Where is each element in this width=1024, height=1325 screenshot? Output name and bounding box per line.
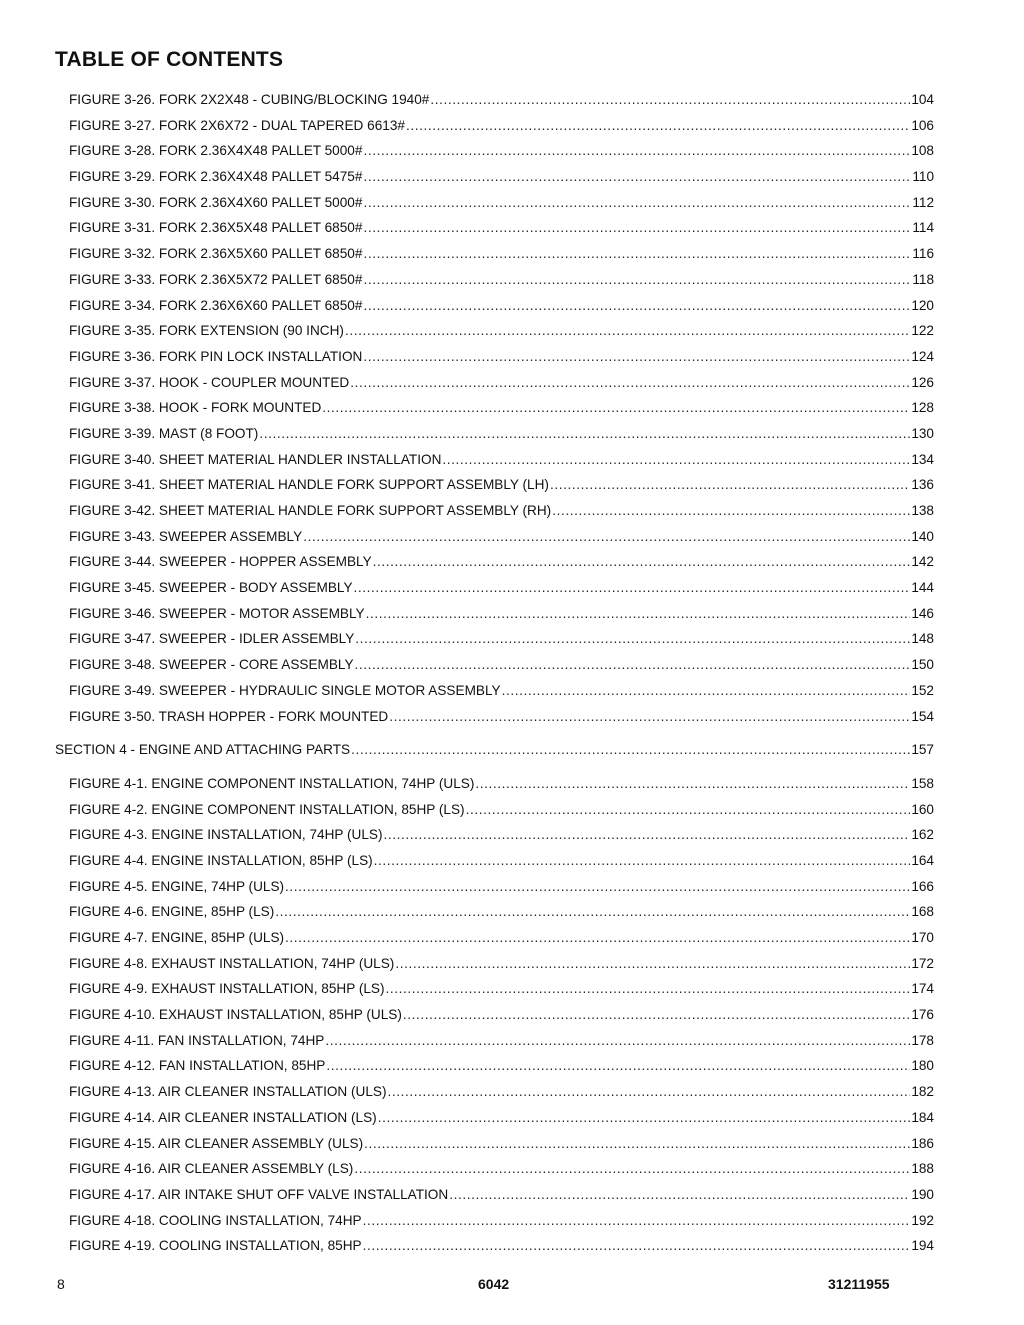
toc-figure-entry[interactable]	[0, 925, 934, 951]
toc-figure-entry[interactable]	[0, 215, 934, 241]
toc-entry-label: FIGURE 3-27. FORK 2X6X72 - DUAL TAPERED 6613#	[69, 117, 405, 133]
toc-figure-entry[interactable]	[0, 113, 934, 139]
dot-leader	[285, 925, 910, 951]
dot-leader	[384, 822, 911, 848]
dot-leader	[275, 899, 910, 925]
dot-leader	[550, 472, 910, 498]
dot-leader	[363, 1233, 911, 1259]
toc-entry-label: FIGURE 4-3. ENGINE INSTALLATION, 74HP (ULS)	[69, 827, 383, 843]
toc-figure-entry[interactable]	[0, 1208, 934, 1234]
dot-leader	[373, 549, 911, 575]
toc-entry-label: FIGURE 4-18. COOLING INSTALLATION, 74HP	[69, 1212, 362, 1228]
dot-leader	[378, 1105, 911, 1131]
toc-entry-page-number: 186	[911, 1135, 934, 1151]
dot-leader	[389, 704, 910, 730]
toc-entry-page-number: 184	[911, 1109, 934, 1125]
toc-entry-page-number: 160	[911, 801, 934, 817]
toc-entry-page-number: 136	[911, 477, 934, 493]
toc-entry-page-number: 110	[912, 169, 934, 185]
dot-leader	[502, 678, 911, 704]
toc-entry-label: FIGURE 3-43. SWEEPER ASSEMBLY	[69, 528, 303, 544]
dot-leader	[430, 87, 910, 113]
toc-entry-label: FIGURE 4-15. AIR CLEANER ASSEMBLY (ULS)	[69, 1135, 364, 1151]
dot-leader	[354, 575, 911, 601]
toc-entry-label: FIGURE 4-7. ENGINE, 85HP (ULS)	[69, 930, 285, 945]
toc-entry-label: FIGURE 3-49. SWEEPER - HYDRAULIC SINGLE MOTOR ASSEMBLY	[69, 682, 501, 698]
toc-entry-page-number: 158	[911, 775, 934, 791]
toc-entry-label: FIGURE 3-40. SHEET MATERIAL HANDLER INSTALLATION	[69, 451, 442, 467]
toc-figure-entry[interactable]	[0, 874, 934, 900]
dot-leader	[363, 241, 911, 267]
toc-entry-label: FIGURE 3-33. FORK 2.36X5X72 PALLET 6850#	[69, 271, 363, 287]
toc-entry-page-number: 174	[911, 981, 934, 997]
toc-entry-label: FIGURE 4-1. ENGINE COMPONENT INSTALLATION, 74HP (ULS)	[69, 775, 475, 791]
toc-entry-label: FIGURE 4-5. ENGINE, 74HP (ULS)	[69, 878, 285, 894]
dot-leader	[363, 344, 910, 370]
toc-entry-page-number: 162	[911, 827, 934, 843]
toc-figure-entry[interactable]	[0, 1053, 934, 1079]
toc-entry-page-number: 192	[911, 1212, 934, 1228]
dot-leader	[363, 215, 911, 241]
toc-figure-entry[interactable]	[0, 575, 934, 601]
toc-figure-entry[interactable]	[0, 164, 934, 190]
toc-entry-label: FIGURE 4-17. AIR INTAKE SHUT OFF VALVE INSTALLATION	[69, 1186, 449, 1202]
toc-entry-page-number: 116	[912, 246, 934, 262]
toc-entry-page-number: 142	[911, 554, 934, 570]
toc-entry-label: FIGURE 4-19. COOLING INSTALLATION, 85HP	[69, 1238, 362, 1254]
toc-section-entry[interactable]	[0, 737, 934, 763]
toc-entry-label: FIGURE 4-13. AIR CLEANER INSTALLATION (ULS)	[69, 1084, 387, 1100]
toc-entry-page-number: 126	[911, 374, 934, 390]
toc-entry-label: FIGURE 4-11. FAN INSTALLATION, 74HP	[69, 1032, 325, 1048]
toc-entry-label: FIGURE 4-16. AIR CLEANER ASSEMBLY (LS)	[69, 1161, 354, 1177]
dot-leader	[345, 318, 910, 344]
dot-leader	[363, 190, 911, 216]
footer-page-number: 8	[57, 1276, 65, 1292]
toc-entry-page-number: 124	[911, 348, 934, 364]
dot-leader	[350, 370, 910, 396]
page-footer	[0, 1276, 1024, 1298]
dot-leader	[466, 797, 911, 823]
dot-leader	[326, 1053, 910, 1079]
toc-entry-label: FIGURE 4-4. ENGINE INSTALLATION, 85HP (LS)	[69, 852, 373, 868]
toc-entry-page-number: 140	[911, 528, 934, 544]
dot-leader	[406, 113, 910, 139]
toc-entry-label: FIGURE 3-38. HOOK - FORK MOUNTED	[69, 400, 322, 416]
dot-leader	[285, 874, 910, 900]
toc-entry-label: SECTION 4 - ENGINE AND ATTACHING PARTS	[55, 742, 351, 758]
toc-figure-entry[interactable]	[0, 1079, 934, 1105]
toc-entry-label: FIGURE 4-8. EXHAUST INSTALLATION, 74HP (ULS)	[69, 955, 395, 971]
toc-entry-page-number: 190	[911, 1186, 934, 1202]
toc-entry-page-number: 120	[911, 297, 934, 313]
dot-leader	[475, 771, 910, 797]
toc-figure-entry[interactable]	[0, 138, 934, 164]
toc-figure-entry[interactable]	[0, 1105, 934, 1131]
toc-entry-page-number: 108	[911, 143, 934, 159]
toc-entry-label: FIGURE 4-14. AIR CLEANER INSTALLATION (LS)	[69, 1109, 377, 1125]
dot-leader	[259, 421, 910, 447]
toc-entry-page-number: 134	[911, 451, 934, 467]
toc-entry-label: FIGURE 3-41. SHEET MATERIAL HANDLE FORK SUPPORT ASSEMBLY (LH)	[69, 477, 549, 493]
toc-figure-entry[interactable]	[0, 899, 934, 925]
footer-model-number: 6042	[478, 1276, 510, 1292]
dot-leader	[322, 395, 910, 421]
dot-leader	[355, 652, 911, 678]
toc-entry-label: FIGURE 3-47. SWEEPER - IDLER ASSEMBLY	[69, 631, 355, 647]
dot-leader	[354, 1156, 910, 1182]
toc-entry-page-number: 118	[912, 271, 934, 287]
toc-figure-entry[interactable]	[0, 1002, 934, 1028]
dot-leader	[386, 976, 911, 1002]
dot-leader	[363, 164, 911, 190]
toc-figure-entry[interactable]	[0, 1233, 934, 1259]
toc-figure-entry[interactable]	[0, 797, 934, 823]
toc-figure-entry[interactable]	[0, 678, 934, 704]
toc-figure-entry[interactable]	[0, 626, 934, 652]
toc-entry-label: FIGURE 3-31. FORK 2.36X5X48 PALLET 6850#	[69, 220, 363, 236]
toc-figure-entry[interactable]	[0, 293, 934, 319]
toc-figure-entry[interactable]	[0, 1131, 934, 1157]
toc-entry-page-number: 152	[911, 682, 934, 698]
footer-document-number: 31211955	[828, 1276, 890, 1292]
toc-entry-page-number: 104	[911, 92, 934, 107]
dot-leader	[325, 1028, 910, 1054]
toc-figure-entry[interactable]	[0, 421, 934, 447]
toc-figure-entry[interactable]	[0, 549, 934, 575]
dot-leader	[388, 1079, 911, 1105]
toc-entry-page-number: 148	[911, 631, 934, 647]
toc-entry-label: FIGURE 3-36. FORK PIN LOCK INSTALLATION	[69, 348, 363, 364]
toc-entry-label: FIGURE 3-37. HOOK - COUPLER MOUNTED	[69, 374, 350, 390]
toc-entry-label: FIGURE 3-39. MAST (8 FOOT)	[69, 425, 259, 441]
dot-leader	[363, 138, 910, 164]
dot-leader	[374, 848, 911, 874]
toc-figure-entry[interactable]	[0, 652, 934, 678]
toc-entry-label: FIGURE 3-46. SWEEPER - MOTOR ASSEMBLY	[69, 605, 365, 621]
toc-figure-entry[interactable]	[0, 190, 934, 216]
dot-leader	[403, 1002, 910, 1028]
page-title: TABLE OF CONTENTS	[55, 48, 284, 71]
toc-entry-label: FIGURE 3-34. FORK 2.36X6X60 PALLET 6850#	[69, 297, 363, 313]
toc-figure-entry[interactable]	[0, 472, 934, 498]
toc-entry-page-number: 182	[911, 1084, 934, 1100]
toc-entry-page-number: 170	[911, 930, 934, 945]
toc-entry-label: FIGURE 4-12. FAN INSTALLATION, 85HP	[69, 1058, 326, 1074]
dot-leader	[449, 1182, 910, 1208]
toc-entry-page-number: 150	[911, 657, 934, 673]
dot-leader	[442, 447, 910, 473]
toc-entry-page-number: 188	[911, 1161, 934, 1177]
dot-leader	[364, 1131, 910, 1157]
toc-figure-entry[interactable]	[0, 447, 934, 473]
toc-figure-entry[interactable]	[0, 976, 934, 1002]
toc-figure-entry[interactable]	[0, 87, 934, 113]
toc-figure-entry[interactable]	[0, 524, 934, 550]
toc-entry-page-number: 114	[912, 220, 934, 236]
toc-entry-page-number: 194	[911, 1238, 934, 1254]
dot-leader	[363, 267, 911, 293]
dot-leader	[355, 626, 910, 652]
toc-entry-page-number: 138	[911, 503, 934, 518]
toc-entry-label: FIGURE 3-29. FORK 2.36X4X48 PALLET 5475#	[69, 169, 363, 185]
toc-figure-entry[interactable]	[0, 1182, 934, 1208]
toc-entry-label: FIGURE 3-32. FORK 2.36X5X60 PALLET 6850#	[69, 246, 363, 262]
toc-entry-page-number: 106	[911, 117, 934, 133]
toc-entry-label: FIGURE 3-45. SWEEPER - BODY ASSEMBLY	[69, 580, 353, 596]
toc-figure-entry[interactable]	[0, 318, 934, 344]
toc-entry-page-number: 157	[911, 742, 934, 758]
dot-leader	[366, 601, 911, 627]
toc-entry-label: FIGURE 3-44. SWEEPER - HOPPER ASSEMBLY	[69, 554, 372, 570]
toc-entry-label: FIGURE 4-2. ENGINE COMPONENT INSTALLATION, 85HP (LS)	[69, 801, 465, 817]
toc-entry-page-number: 146	[911, 605, 934, 621]
toc-entry-label: FIGURE 3-50. TRASH HOPPER - FORK MOUNTED	[69, 708, 389, 724]
toc-figure-entry[interactable]	[0, 344, 934, 370]
toc-entry-label: FIGURE 4-10. EXHAUST INSTALLATION, 85HP (ULS)	[69, 1007, 402, 1023]
toc-figure-entry[interactable]	[0, 601, 934, 627]
toc-figure-entry[interactable]	[0, 267, 934, 293]
toc-figure-entry[interactable]	[0, 1028, 934, 1054]
toc-entry-label: FIGURE 4-6. ENGINE, 85HP (LS)	[69, 904, 275, 920]
dot-leader	[552, 498, 910, 524]
toc-entry-page-number: 180	[911, 1058, 934, 1074]
toc-entry-page-number: 176	[911, 1007, 934, 1023]
dot-leader	[363, 1208, 911, 1234]
toc-entry-label: FIGURE 4-9. EXHAUST INSTALLATION, 85HP (LS)	[69, 981, 385, 997]
toc-entry-page-number: 166	[911, 878, 934, 894]
toc-entry-page-number: 154	[911, 708, 934, 724]
toc-entry-page-number: 178	[911, 1032, 934, 1048]
toc-entry-page-number: 122	[911, 323, 934, 339]
toc-figure-entry[interactable]	[0, 771, 934, 797]
toc-figure-entry[interactable]	[0, 241, 934, 267]
toc-figure-entry[interactable]	[0, 395, 934, 421]
toc-figure-entry[interactable]	[0, 498, 934, 524]
toc-entry-page-number: 112	[912, 194, 934, 210]
toc-figure-entry[interactable]	[0, 370, 934, 396]
dot-leader	[395, 951, 910, 977]
toc-entry-label: FIGURE 3-35. FORK EXTENSION (90 INCH)	[69, 323, 344, 339]
dot-leader	[351, 737, 910, 763]
toc-entry-page-number: 164	[911, 852, 934, 868]
toc-entry-label: FIGURE 3-26. FORK 2X2X48 - CUBING/BLOCKING 1940#	[69, 92, 430, 107]
toc-entry-page-number: 144	[911, 580, 934, 596]
dot-leader	[363, 293, 910, 319]
toc-figure-entry[interactable]	[0, 822, 934, 848]
toc-entry-page-number: 128	[911, 400, 934, 416]
table-of-contents	[0, 87, 1024, 1259]
toc-entry-label: FIGURE 3-30. FORK 2.36X4X60 PALLET 5000#	[69, 194, 363, 210]
toc-entry-page-number: 172	[911, 955, 934, 971]
toc-figure-entry[interactable]	[0, 848, 934, 874]
toc-entry-label: FIGURE 3-28. FORK 2.36X4X48 PALLET 5000#	[69, 143, 363, 159]
toc-figure-entry[interactable]	[0, 951, 934, 977]
toc-entry-page-number: 168	[911, 904, 934, 920]
dot-leader	[303, 524, 910, 550]
toc-entry-page-number: 130	[911, 425, 934, 441]
toc-entry-label: FIGURE 3-42. SHEET MATERIAL HANDLE FORK SUPPORT ASSEMBLY (RH)	[69, 503, 552, 518]
toc-entry-label: FIGURE 3-48. SWEEPER - CORE ASSEMBLY	[69, 657, 354, 673]
toc-figure-entry[interactable]	[0, 1156, 934, 1182]
toc-figure-entry[interactable]	[0, 704, 934, 730]
